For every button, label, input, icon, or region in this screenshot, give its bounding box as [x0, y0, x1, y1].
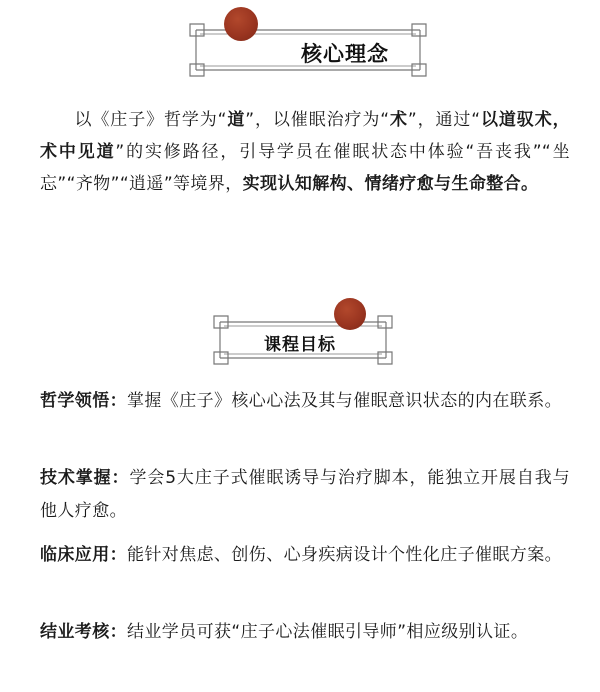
section-header-course-goals [0, 298, 600, 378]
goal-item-clinical: 临床应用：能针对焦虑、创伤、心身疾病设计个性化庄子催眠方案。 [40, 545, 562, 565]
emphasis-path: 以道驭术，术中见道 [40, 110, 571, 162]
emphasis-shu: 术 [389, 110, 408, 130]
section-header-core-concept [0, 0, 600, 80]
goal-item-technique: 技术掌握：学会5大庄子式催眠诱导与治疗脚本，能独立开展自我与他人疗愈。 [40, 468, 570, 521]
section-title: 课程目标 [264, 335, 336, 355]
emphasis-outcome: 实现认知解构、情绪疗愈与生命整合。 [242, 174, 539, 194]
emphasis-dao: 道 [226, 110, 246, 130]
decorative-circle-icon [224, 7, 258, 41]
goal-item-certification: 结业考核：结业学员可获“庄子心法催眠引导师”相应级别认证。 [40, 622, 529, 642]
section-title: 核心理念 [301, 42, 389, 66]
goal-item-philosophy: 哲学领悟：掌握《庄子》核心心法及其与催眠意识状态的内在联系。 [40, 391, 562, 411]
decorative-circle-icon [334, 298, 366, 330]
intro-paragraph: 以《庄子》哲学为“道”，以催眠治疗为“术”，通过“以道驭术，术中见道”的实修路径，引导学员在催眠状态中体验“吾丧我”“坐忘”“齐物”“逍遥”等境界，实现认知解构、情绪疗愈与生命整合。 [40, 110, 571, 194]
